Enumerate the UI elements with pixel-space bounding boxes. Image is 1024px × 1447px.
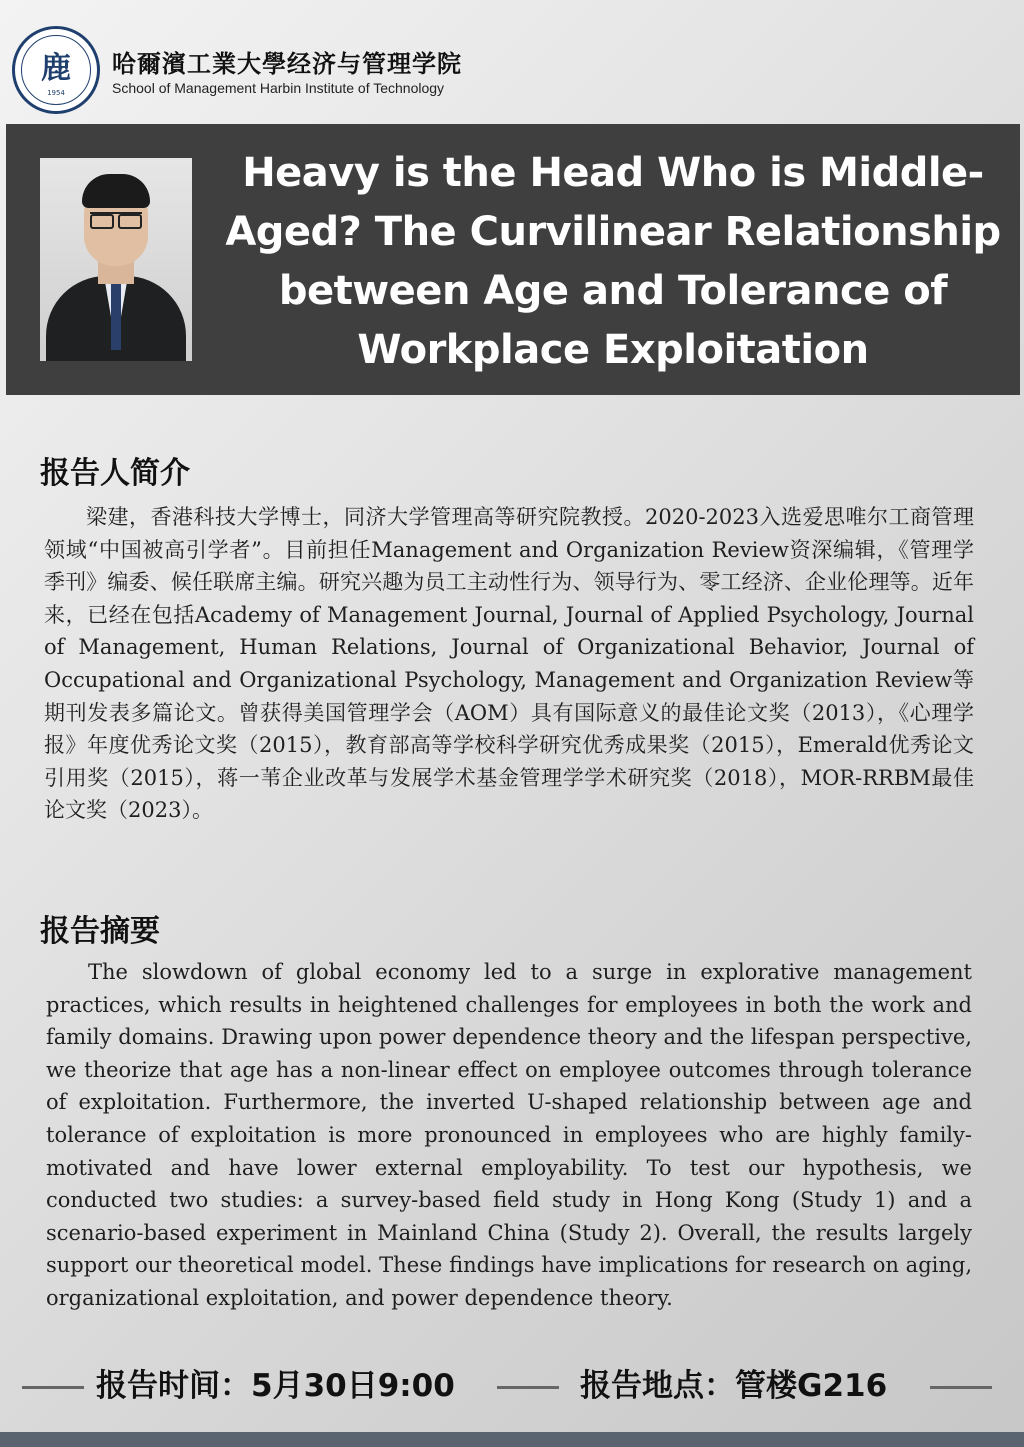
bottom-bar [0, 1432, 1024, 1447]
header [0, 0, 1024, 122]
divider-line [22, 1386, 84, 1389]
divider-line [497, 1386, 559, 1389]
school-name-cn: 哈爾濱工業大學经济与管理学院 [112, 50, 462, 78]
school-name-en: School of Management Harbin Institute of Technology [112, 80, 445, 96]
abstract-text: The slowdown of global economy led to a surge in explorative management practices, which results in heightened challenges for employees in both the work and family domains. Drawing upon power dependence theory and the lifespan perspective, we theorize that age has a non-linear effect on employee outcomes through tolerance of exploitation. Furthermore, the inverted U-shaped relationship between age and tolerance of exploitation is more pronounced in employees who are highly family-motivated and have lower external employability. To test our hypothesis, we conducted two studies: a survey-based field study in Hong Kong (Study 1) and a scenario-based experiment in Mainland China (Study 2). Overall, the results largely support our theoretical model. These findings have implications for research on aging, organizational exploitation, and power dependence theory. [46, 960, 972, 1310]
speaker-bio: 梁建，香港科技大学博士，同济大学管理高等研究院教授。2020-2023入选爱思唯尔工商管理领域“中国被高引学者”。目前担任Management and Organization Review资深编辑，《管理学季刊》编委、候任联席主编。研究兴趣为员工主动性行为、领导行为、零工经济、企业伦理等。近年来，已经在包括Academy of Management Journal, Journal of Applied Psychology, Journal of Management, Human Relations, Journal of Organizational Behavior, Journal of Occupational and Organizational Psychology, Management and Organization Review等期刊发表多篇论文。曾获得美国管理学会（AOM）具有国际意义的最佳论文奖（2013），《心理学报》年度优秀论文奖（2015），教育部高等学校科学研究优秀成果奖（2015），Emerald优秀论文引用奖（2015），蒋一苇企业改革与发展学术基金管理学学术研究奖（2018），MOR-RRBM最佳论文奖（2023）。 [44, 505, 974, 823]
title-banner [6, 124, 1020, 395]
logo-year: 1954 [47, 89, 65, 97]
speaker-photo [40, 158, 192, 361]
speaker-heading: 报告人简介 [40, 456, 190, 491]
abstract-heading: 报告摘要 [40, 914, 160, 949]
university-logo [12, 26, 100, 114]
event-time: 报告时间：5月30日9:00 [96, 1368, 455, 1404]
divider-line [930, 1386, 992, 1389]
logo-glyph: 鹿 [41, 51, 71, 86]
event-location: 报告地点：管楼G216 [580, 1368, 888, 1404]
talk-title: Heavy is the Head Who is Middle-Aged? The Curvilinear Relationship between Age and Tolerance of Workplace Exploitation [225, 150, 1001, 373]
event-info [0, 1360, 1024, 1412]
